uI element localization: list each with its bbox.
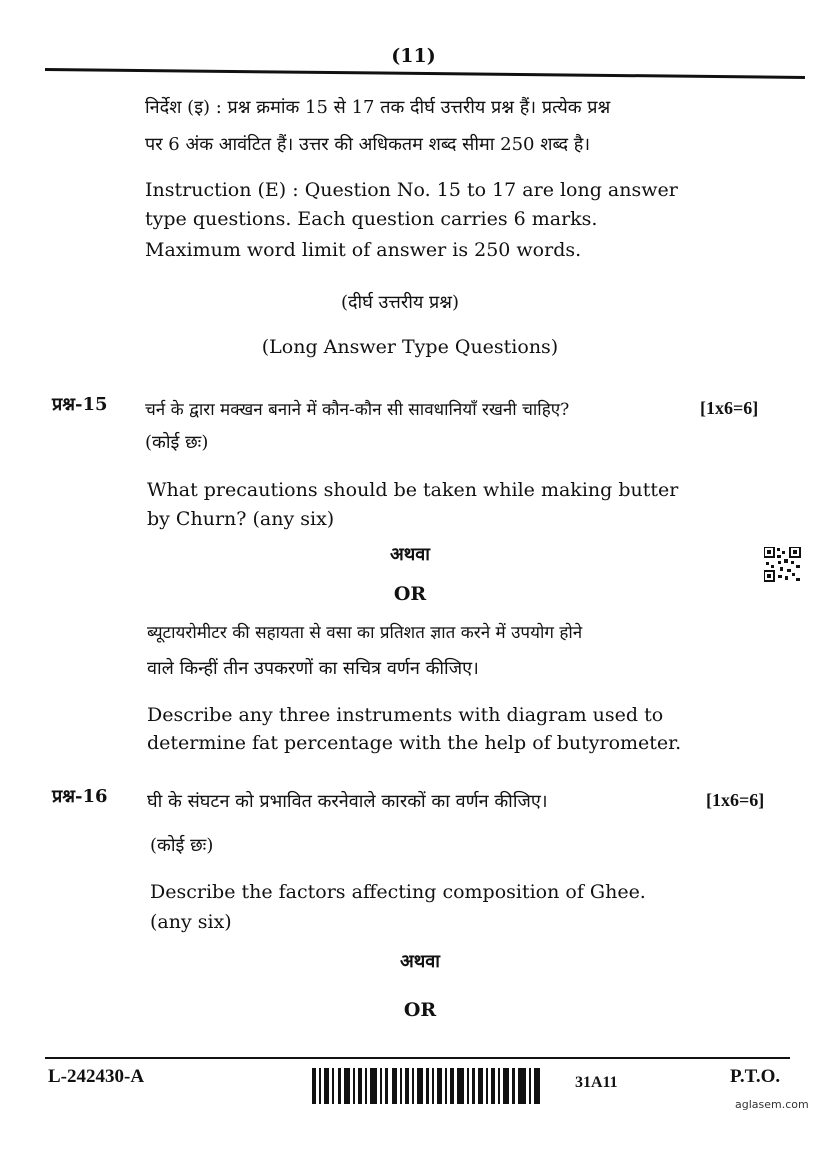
question-15-english-line2: by Churn? (any six): [147, 508, 335, 530]
instruction-hindi-line1: निर्देश (इ) : प्रश्न क्रमांक 15 से 17 तक दीर्घ उत्तरीय प्रश्न हैं। प्रत्येक प्रश्न: [145, 97, 611, 118]
question-16-marks: [1x6=6]: [706, 790, 765, 810]
question-15-alt-english-line1: Describe any three instruments with diagram used to: [147, 704, 664, 726]
section-title-hindi: (दीर्घ उत्तरीय प्रश्न): [340, 292, 460, 313]
series-code: 31A11: [575, 1074, 618, 1091]
question-16-english-line1: Describe the factors affecting composition of Ghee.: [150, 881, 646, 903]
pto-label: P.T.O.: [730, 1066, 781, 1087]
question-15-alt-hindi-line1: ब्यूटायरोमीटर की सहायता से वसा का प्रतिशत ज्ञात करने में उपयोग होने: [147, 623, 583, 643]
instruction-english-line3: Maximum word limit of answer is 250 words.: [145, 239, 582, 261]
question-15-hindi-sub: (कोई छः): [145, 432, 209, 453]
instruction-hindi-line2: पर 6 अंक आवंटित हैं। उत्तर की अधिकतम शब्द सीमा 250 शब्द है।: [145, 134, 591, 155]
page-number: (11): [391, 45, 436, 67]
section-title-english: (Long Answer Type Questions): [261, 336, 559, 358]
instruction-english-line1: Instruction (E) : Question No. 15 to 17 are long answer: [145, 179, 678, 201]
question-16-or-english: OR: [403, 999, 437, 1021]
question-15-marks: [1x6=6]: [700, 398, 759, 418]
question-16-or-hindi: अथवा: [400, 951, 440, 972]
question-15-alt-english-line2: determine fat percentage with the help of butyrometer.: [147, 732, 682, 754]
question-16-hindi: घी के संघटन को प्रभावित करनेवाले कारकों का वर्णन कीजिए।: [147, 791, 548, 812]
top-divider: [45, 68, 805, 79]
watermark-text: aglasem.com: [735, 1098, 809, 1111]
question-16-hindi-sub: (कोई छः): [150, 835, 214, 856]
question-15-english-line1: What precautions should be taken while making butter: [147, 479, 679, 501]
question-15-alt-hindi-line2: वाले किन्हीं तीन उपकरणों का सचित्र वर्णन कीजिए।: [147, 658, 479, 679]
question-15-number: प्रश्न-15: [52, 394, 108, 415]
footer-divider: [45, 1057, 790, 1059]
paper-code: L-242430-A: [48, 1066, 145, 1087]
question-15-or-hindi: अथवा: [390, 544, 430, 565]
question-15-hindi: चर्न के द्वारा मक्खन बनाने में कौन-कौन सी सावधानियाँ रखनी चाहिए?: [145, 400, 570, 420]
qr-code-icon: [764, 547, 802, 583]
question-16-english-line2: (any six): [150, 911, 232, 933]
question-16-number: प्रश्न-16: [52, 786, 108, 807]
instruction-english-line2: type questions. Each question carries 6 marks.: [145, 208, 598, 230]
question-15-or-english: OR: [393, 583, 427, 605]
barcode-icon: [312, 1068, 544, 1104]
